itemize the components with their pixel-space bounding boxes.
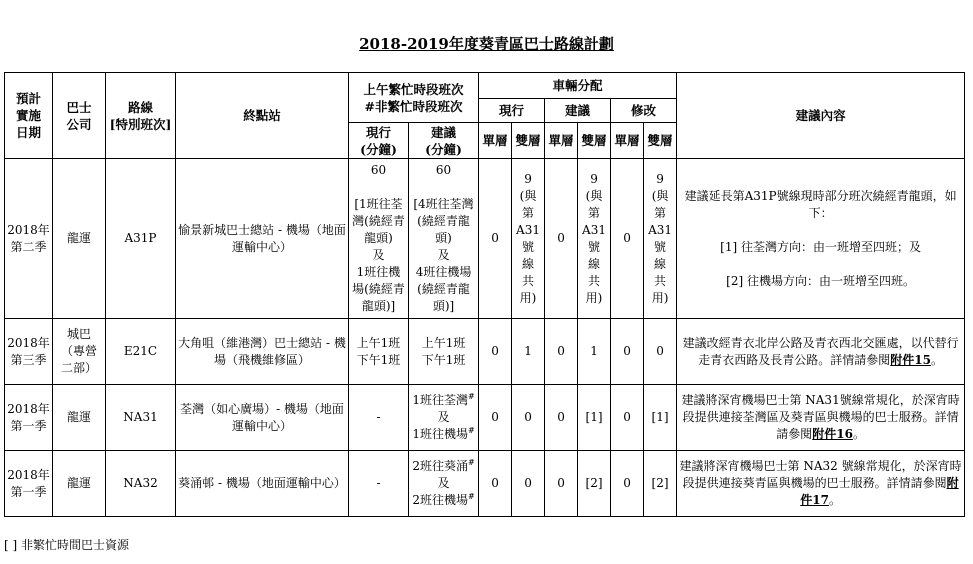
cell-freq-proposed (409, 451, 479, 517)
cell-freq-current: 上午1班 下午1班 (349, 319, 409, 385)
cell-terminus: 愉景新城巴士總站 - 機場（地面運輸中心） (176, 159, 349, 319)
table-row (5, 451, 965, 517)
footnote: [ ] 非繁忙時間巴士資源 (4, 538, 129, 552)
cell-proposed-double: 1 (578, 319, 611, 385)
cell-current-double: 9 (與 第 A31 號 線 共 用) (512, 159, 545, 319)
cell-current-double: 0 (512, 451, 545, 517)
cell-date: 2018年 第二季 (5, 159, 53, 319)
cell-current-single: 0 (479, 319, 512, 385)
cell-freq-current: - (349, 451, 409, 517)
cell-company: 龍運 (53, 385, 106, 451)
cell-freq-proposed (409, 385, 479, 451)
cell-proposal (677, 319, 965, 385)
header-terminus: 終點站 (176, 73, 349, 159)
cell-proposed-single: 0 (545, 451, 578, 517)
annex-link: 附件15 (890, 352, 931, 367)
cell-company: 城巴 （專營 二部） (53, 319, 106, 385)
cell-proposed-double: [1] (578, 385, 611, 451)
header-alloc-proposed: 建議 (545, 99, 611, 123)
header-double-deck: 雙層 (578, 123, 611, 159)
table-row (5, 319, 965, 385)
header-frequency: 上午繁忙時段班次 #非繁忙時段班次 (349, 73, 479, 123)
header-freq-proposed: 建議 (分鐘) (409, 123, 479, 159)
header-single-deck: 單層 (611, 123, 644, 159)
cell-current-single: 0 (479, 159, 512, 319)
cell-revised-double: [2] (644, 451, 677, 517)
cell-date: 2018年 第三季 (5, 319, 53, 385)
cell-date: 2018年 第一季 (5, 385, 53, 451)
cell-company: 龍運 (53, 159, 106, 319)
cell-proposal (677, 385, 965, 451)
cell-current-double: 0 (512, 385, 545, 451)
header-alloc-revised: 修改 (611, 99, 677, 123)
cell-revised-double: 0 (644, 319, 677, 385)
annex-link: 附件16 (812, 427, 853, 441)
document-title: 2018-2019年度葵青區巴士路線計劃 (359, 35, 614, 53)
cell-revised-single: 0 (611, 159, 644, 319)
header-date: 預計 實施 日期 (5, 73, 53, 159)
header-alloc-current: 現行 (479, 99, 545, 123)
proposal-end: 。 (828, 493, 841, 507)
cell-revised-double: 9 (與 第 A31 號 線 共 用) (644, 159, 677, 319)
freq-line-1: 2班往葵涌 (412, 459, 468, 473)
cell-revised-single: 0 (611, 385, 644, 451)
header-single-deck: 單層 (545, 123, 578, 159)
cell-freq-proposed: 上午1班 下午1班 (409, 319, 479, 385)
header-route: 路線 [特別班次] (106, 73, 176, 159)
route-plan-table (4, 72, 965, 517)
cell-freq-proposed: 60 [4班往荃灣(繞經青龍頭) 及 4班往機場(繞經青龍頭)] (409, 159, 479, 319)
cell-current-single: 0 (479, 451, 512, 517)
proposal-text: 建議將深宵機場巴士第 NA32 號線常規化，於深宵時段提供連接葵青區與機場的巴士服務。詳情請參閱 (679, 459, 962, 490)
proposal-text: 建議將深宵機場巴士第 NA31號線常規化，於深宵時段提供連接荃灣區及葵青區與機場的巴士服務。詳情請參閱 (681, 393, 960, 441)
cell-proposal (677, 451, 965, 517)
header-proposal: 建議內容 (677, 73, 965, 159)
proposal-end: 。 (852, 427, 865, 441)
cell-proposed-single: 0 (545, 159, 578, 319)
cell-terminus: 葵涌邨 - 機場（地面運輸中心） (176, 451, 349, 517)
cell-route: NA31 (106, 385, 176, 451)
header-company: 巴士 公司 (53, 73, 106, 159)
cell-proposal: 建議延長第A31P號線現時部分班次繞經青龍頭，如下： [1] 往荃灣方向：由一班增至四班；及 [2] 往機場方向：由一班增至四班。 (677, 159, 965, 319)
cell-route: NA32 (106, 451, 176, 517)
cell-current-double: 1 (512, 319, 545, 385)
cell-route: E21C (106, 319, 176, 385)
table-row (5, 159, 965, 319)
freq-line-2: 及 (437, 410, 450, 424)
cell-current-single: 0 (479, 385, 512, 451)
freq-line-3: 1班往機場 (412, 427, 468, 441)
annex-link: 附件17 (800, 476, 959, 507)
cell-company: 龍運 (53, 451, 106, 517)
cell-terminus: 大角咀（維港灣）巴士總站 - 機場（飛機維修區） (176, 319, 349, 385)
header-single-deck: 單層 (479, 123, 512, 159)
cell-proposed-double: 9 (與 第 A31 號 線 共 用) (578, 159, 611, 319)
cell-terminus: 荃灣（如心廣場）- 機場（地面運輸中心） (176, 385, 349, 451)
cell-proposed-double: [2] (578, 451, 611, 517)
cell-route: A31P (106, 159, 176, 319)
off-peak-mark: # (467, 492, 475, 501)
cell-freq-current: 60 [1班往荃灣(繞經青龍頭) 及 1班往機場(繞經青龍頭)] (349, 159, 409, 319)
cell-revised-single: 0 (611, 319, 644, 385)
proposal-text: 建議改經青衣北岸公路及青衣西北交匯處，以代替行走青衣西路及長青公路。詳情請參閱 (682, 335, 959, 367)
table-row (5, 385, 965, 451)
off-peak-mark: # (467, 426, 475, 435)
header-vehicle-allocation: 車輛分配 (479, 73, 677, 99)
off-peak-mark: # (467, 458, 475, 467)
freq-line-3: 2班往機場 (412, 493, 468, 507)
off-peak-mark: # (467, 392, 475, 401)
header-freq-current: 現行 (分鐘) (349, 123, 409, 159)
freq-line-1: 1班往荃灣 (412, 393, 468, 407)
cell-revised-double: [1] (644, 385, 677, 451)
freq-line-2: 及 (437, 476, 450, 490)
proposal-end: 。 (930, 352, 943, 367)
cell-proposed-single: 0 (545, 319, 578, 385)
cell-revised-single: 0 (611, 451, 644, 517)
header-double-deck: 雙層 (512, 123, 545, 159)
header-double-deck: 雙層 (644, 123, 677, 159)
cell-proposed-single: 0 (545, 385, 578, 451)
cell-freq-current: - (349, 385, 409, 451)
cell-date: 2018年 第一季 (5, 451, 53, 517)
